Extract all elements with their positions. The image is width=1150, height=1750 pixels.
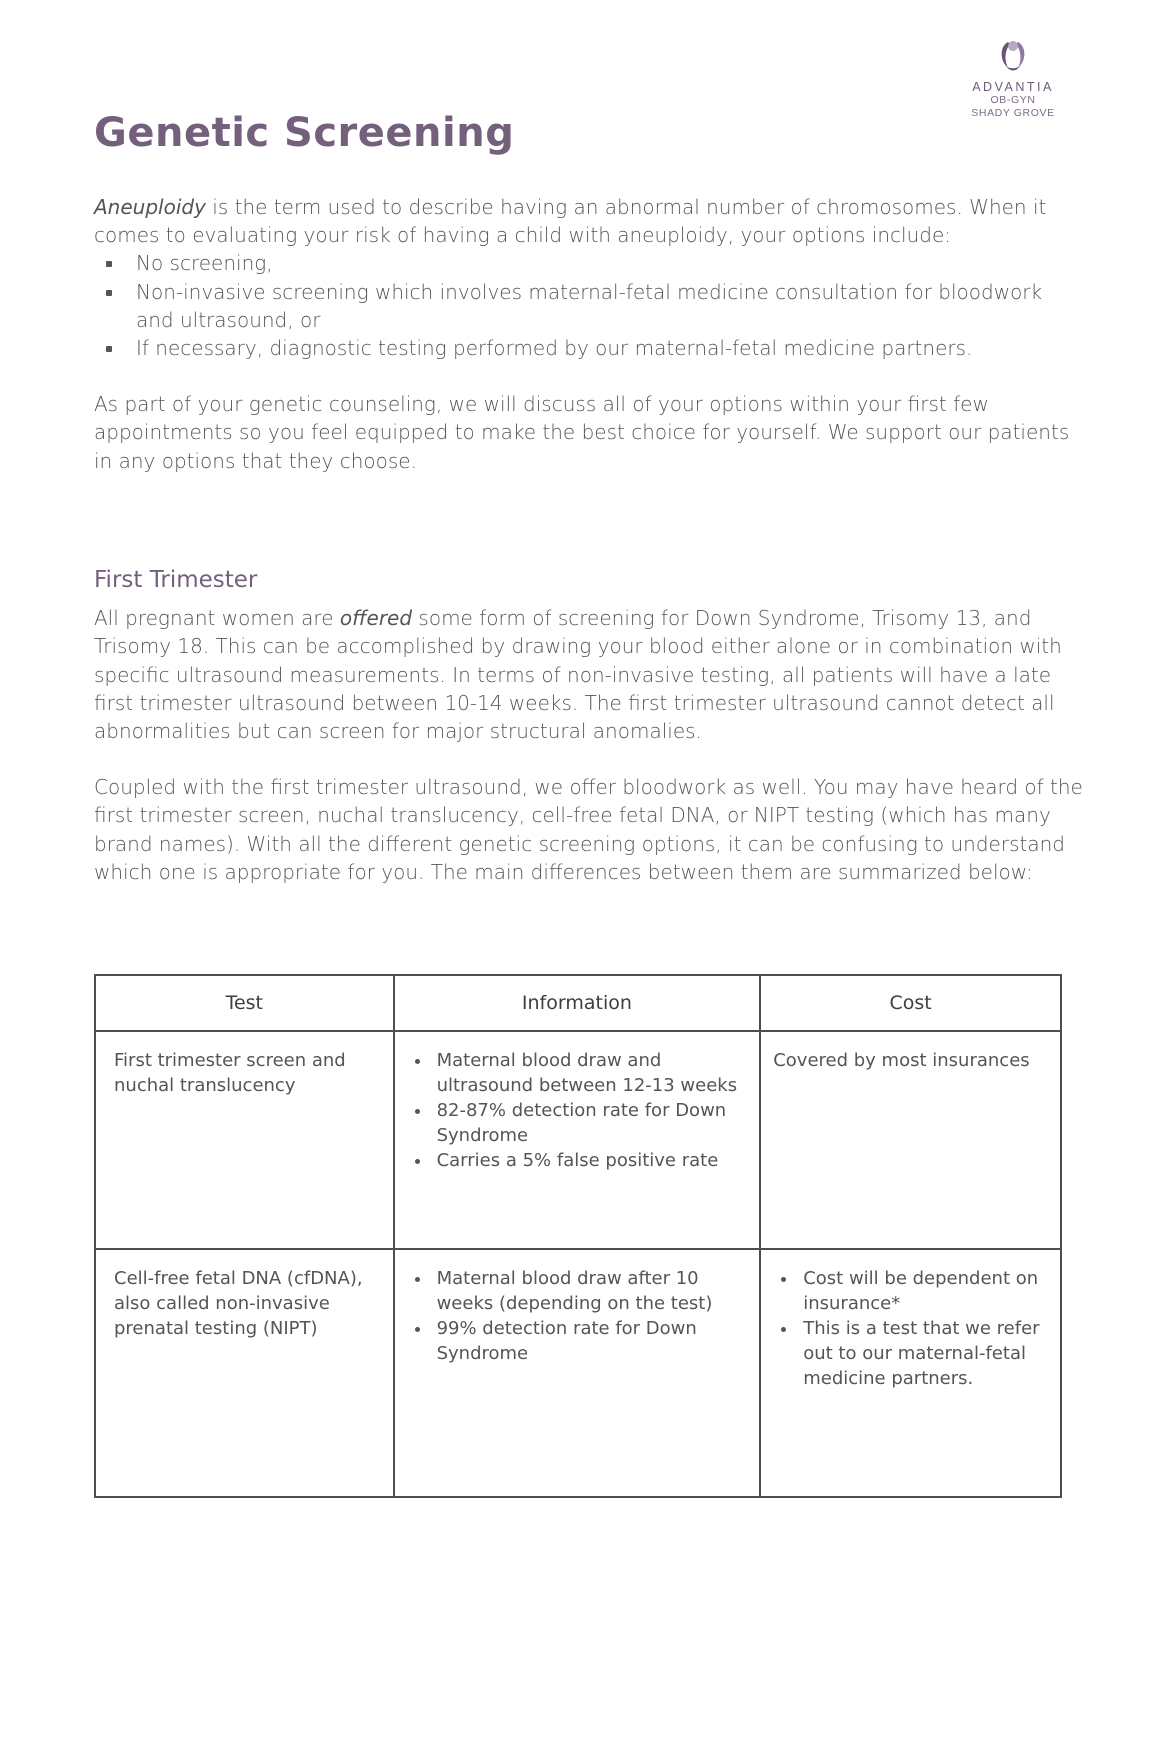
intro-section (94, 193, 1084, 475)
p1-text-a: All pregnant women are (94, 606, 340, 631)
list-item: Non-invasive screening which involves maternal-fetal medicine consultation for bloodwork and ultrasound, or (94, 278, 1084, 334)
information-list (413, 1048, 746, 1173)
cost-cell: Covered by most insurances (760, 1031, 1061, 1249)
screening-comparison-table (94, 974, 1062, 1498)
aneuploidy-term: Aneuploidy (94, 195, 206, 219)
options-list (94, 249, 1084, 362)
list-item: Maternal blood draw after 10 weeks (depending on the test) (413, 1266, 746, 1316)
first-trimester-paragraph-2: Coupled with the first trimester ultrasound, we offer bloodwork as well. You may have heard of the first trimester screen, nuchal translucency, cell-free fetal DNA, or NIPT testing (which has many brand names). With all the different genetic screening options, it can be confusing to understand which one is appropriate for you. The main differences between them are summarized below: (94, 775, 1083, 884)
logo-line-2: OB-GYN (990, 94, 1036, 106)
list-item: No screening, (94, 249, 1084, 277)
cost-cell (760, 1249, 1061, 1497)
list-item: Cost will be dependent on insurance* (779, 1266, 1046, 1316)
list-item: This is a test that we refer out to our maternal-fetal medicine partners. (779, 1316, 1046, 1391)
test-cell: Cell-free fetal DNA (cfDNA), also called non-invasive prenatal testing (NIPT) (95, 1249, 394, 1497)
logo-figure-icon (996, 36, 1030, 74)
list-item: Carries a 5% false positive rate (413, 1148, 746, 1173)
list-item: If necessary, diagnostic testing performed by our maternal-fetal medicine partners. (94, 334, 1084, 362)
header-cost: Cost (760, 975, 1061, 1031)
first-trimester-section (94, 566, 1084, 886)
intro-paragraph (94, 193, 1084, 249)
test-cell: First trimester screen and nuchal translucency (95, 1031, 394, 1249)
first-trimester-heading: First Trimester (94, 567, 258, 593)
page-title: Genetic Screening (94, 110, 515, 156)
list-item: Maternal blood draw and ultrasound between 12-13 weeks (413, 1048, 746, 1098)
information-cell (394, 1249, 761, 1497)
information-cell (394, 1031, 761, 1249)
first-trimester-paragraph-1 (94, 604, 1084, 745)
cost-list (779, 1266, 1046, 1391)
advantia-logo (943, 36, 1083, 120)
intro-text: is the term used to describe having an abnormal number of chromosomes. When it comes to evaluating your risk of having a child with aneuploidy, your options include: (94, 195, 1047, 248)
header-test: Test (95, 975, 394, 1031)
list-item: 82-87% detection rate for Down Syndrome (413, 1098, 746, 1148)
table-row (95, 1031, 1061, 1249)
table-row (95, 1249, 1061, 1497)
p1-text-b: some form of screening for Down Syndrome, Trisomy 13, and Trisomy 18. This can be accomplished by drawing your blood either alone or in combination with specific ultrasound measurements. In terms of non-invasive testing, all patients will have a late first trimester ultrasound between 10-14 weeks. The first trimester ultrasound cannot detect all abnormalities but can screen for major structural anomalies. (94, 606, 1062, 744)
table-header-row (95, 975, 1061, 1031)
header-information: Information (394, 975, 761, 1031)
logo-line-3: SHADY GROVE (971, 107, 1055, 119)
logo-brand-text: ADVANTIA (972, 80, 1054, 94)
counseling-paragraph: As part of your genetic counseling, we will discuss all of your options within your first few appointments so you feel equipped to make the best choice for yourself. We support our patients in any options that they choose. (94, 392, 1070, 473)
p1-emphasis: offered (339, 606, 413, 631)
list-item: 99% detection rate for Down Syndrome (413, 1316, 746, 1366)
information-list (413, 1266, 746, 1366)
